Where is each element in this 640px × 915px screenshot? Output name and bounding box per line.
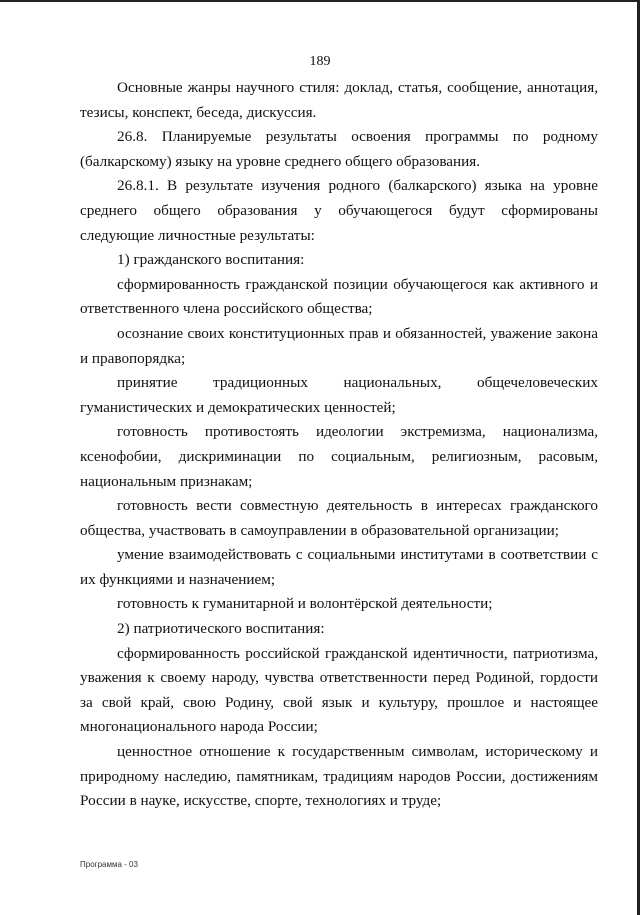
list-item: осознание своих конституционных прав и обязанностей, уважение закона и правопорядка;	[80, 324, 598, 367]
list-item: умение взаимодействовать с социальными институтами в соответствии с их функциями и назначением;	[80, 546, 598, 588]
list-item: готовность противостоять идеологии экстремизма, национализма, ксенофобии, дискриминации по социальным, религиозным, расовым, национальным признакам;	[80, 423, 598, 490]
paragraph-genres: Основные жанры научного стиля: доклад, статья, сообщение, аннотация, тезисы, конспект, беседа, дискуссия.	[80, 79, 598, 121]
list-item: готовность к гуманитарной и волонтёрской деятельности;	[117, 595, 493, 613]
page-number: 189	[309, 54, 331, 69]
list-item: сформированность гражданской позиции обучающегося как активного и ответственного члена российского общества;	[80, 275, 598, 318]
list-heading-civic: 1) гражданского воспитания:	[117, 251, 305, 269]
list-item: ценностное отношение к государственным символам, историческому и природному наследию, памятникам, традициям народов России, достижениям России в науке, искусстве, спорте, технологиях и труде;	[80, 743, 598, 810]
document-body	[80, 76, 598, 814]
list-item: сформированность российской гражданской идентичности, патриотизма, уважения к своему народу, чувства ответственности перед Родиной, гордости за свой край, свою Родину, свой язык и культуру, прошлое и настоящее многонационального народа России;	[80, 644, 598, 736]
list-item: принятие традиционных национальных, общечеловеческих гуманистических и демократических ценностей;	[80, 374, 598, 416]
paragraph-section-heading: 26.8. Планируемые результаты освоения программы по родному (балкарскому) языку на уровне среднего общего образования.	[80, 128, 598, 170]
paragraph-subsection-intro: 26.8.1. В результате изучения родного (балкарского) языка на уровне среднего общего образования у обучающегося будут сформированы следующие личностные результаты:	[80, 177, 598, 244]
footer-program-label: Программа - 03	[80, 860, 138, 869]
list-item: готовность вести совместную деятельность в интересах гражданского общества, участвовать в самоуправлении в образовательной организации;	[80, 497, 598, 539]
list-heading-patriotic: 2) патриотического воспитания:	[117, 620, 325, 638]
page-top-edge	[0, 0, 640, 2]
